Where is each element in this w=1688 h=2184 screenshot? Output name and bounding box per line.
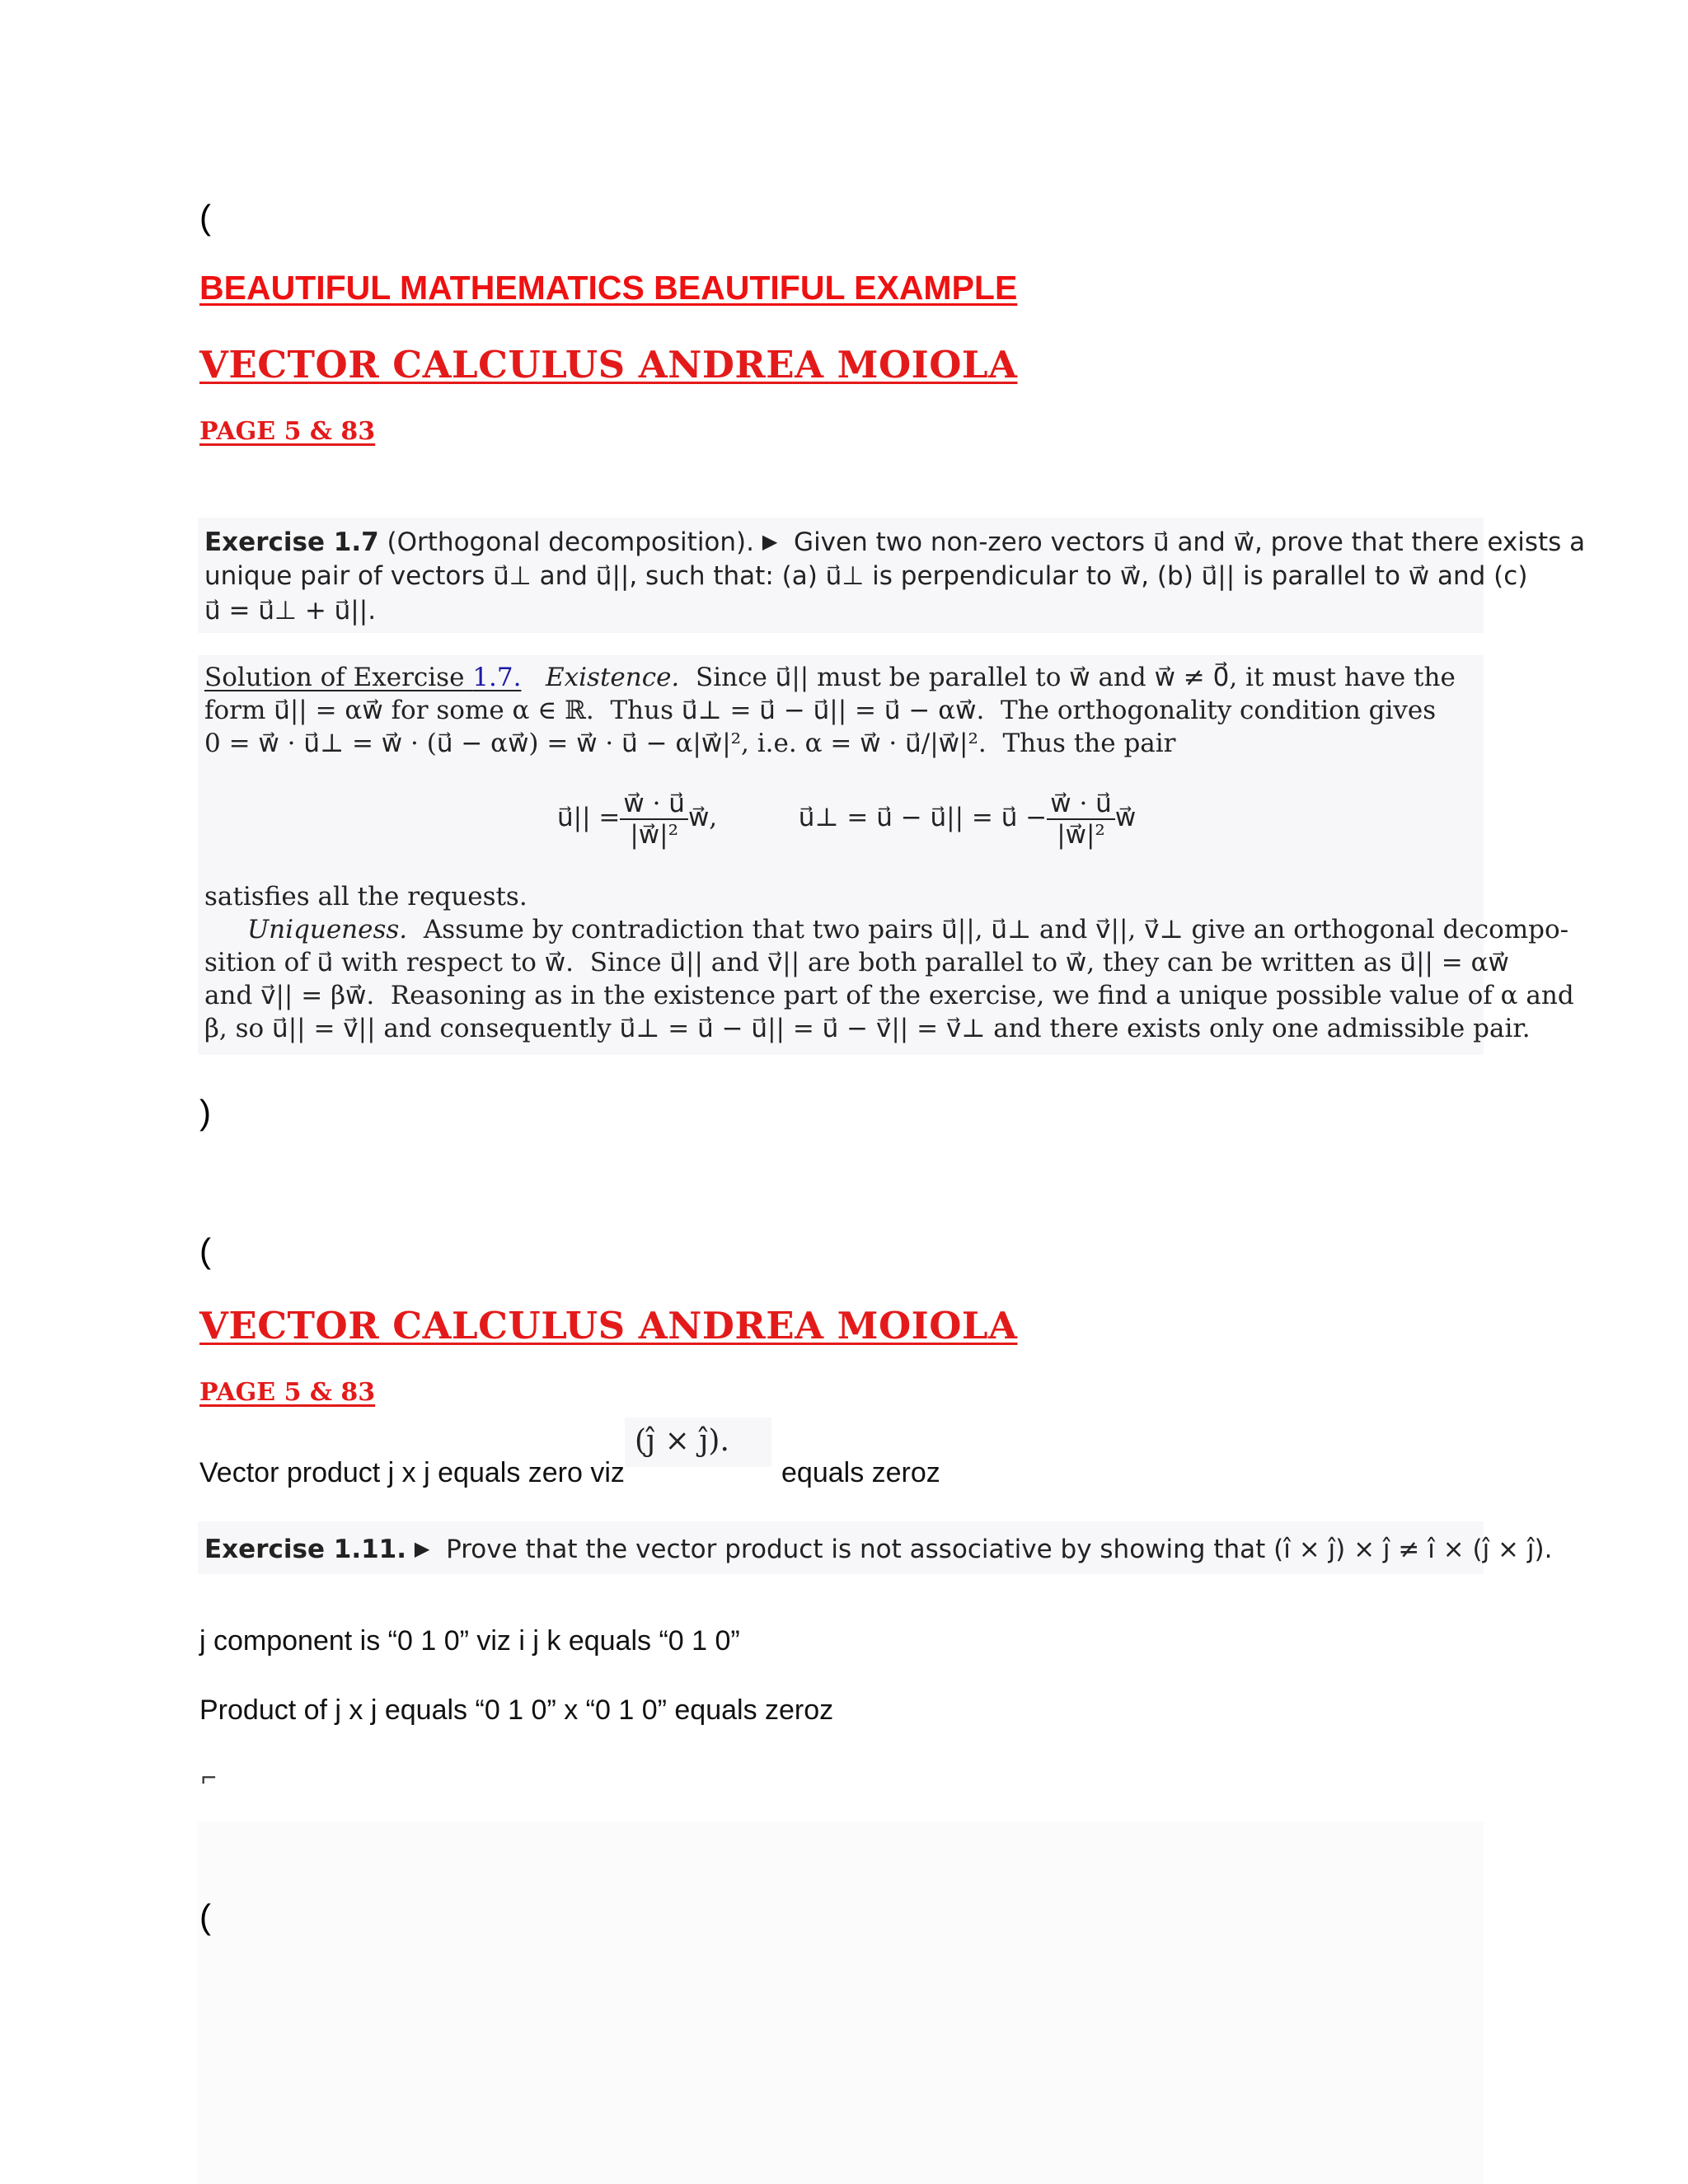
eq-middle: u⃗⊥ = u⃗ − u⃗|| = u⃗ − <box>798 803 1048 832</box>
open-parenthesis: ( <box>199 1231 211 1270</box>
eq-after-1: w⃗, <box>687 803 718 832</box>
uniqueness-text: Assume by contradiction that two pairs u⃗||, u⃗⊥ and v⃗||, v⃗⊥ give an orthogonal decompo- <box>423 915 1569 944</box>
jxj-snippet: (ĵ × ĵ). <box>635 1424 729 1458</box>
open-parenthesis: ( <box>199 1897 211 1936</box>
j-component-text: j component is “0 1 0” viz i j k equals “0 1 0” <box>199 1625 740 1657</box>
eq-numerator: w⃗ · u⃗ <box>1047 789 1115 820</box>
eq-left: u⃗|| = <box>557 803 621 832</box>
triangle-arrow-icon: ▶ <box>762 530 778 553</box>
display-equation <box>557 785 1136 851</box>
solution-label <box>204 663 521 692</box>
exercise-title: (Orthogonal decomposition). <box>387 527 754 557</box>
eq-denominator: |w⃗|² <box>1057 819 1105 850</box>
exercise-text: Given two non-zero vectors u⃗ and w⃗, prove that there exists a <box>794 527 1586 557</box>
eq-fraction-1 <box>620 789 688 850</box>
eq-numerator: w⃗ · u⃗ <box>620 789 688 820</box>
vector-product-result: equals zeroz <box>781 1457 940 1488</box>
product-text: Product of j x j equals “0 1 0” x “0 1 0” equals zeroz <box>199 1694 834 1726</box>
embedded-image-area <box>198 1821 1484 2184</box>
exercise-1-11 <box>204 1531 1552 1567</box>
section-heading: VECTOR CALCULUS ANDREA MOIOLA <box>199 1304 1018 1347</box>
page-reference: PAGE 5 & 83 <box>199 417 376 446</box>
open-parenthesis: ( <box>199 198 211 237</box>
triangle-arrow-icon: ▶ <box>414 1537 430 1560</box>
solution-line-1 <box>204 661 1456 694</box>
uniqueness-word: Uniqueness. <box>247 915 408 944</box>
uniqueness-line-4: β, so u⃗|| = v⃗|| and consequently u⃗⊥ = u⃗ − u⃗|| = u⃗ − v⃗|| = v⃗⊥ and there exists only one admissible pair. <box>204 1014 1531 1043</box>
uniqueness-line-1 <box>247 913 1568 946</box>
uniqueness-line-2: sition of u⃗ with respect to w⃗. Since u⃗|| and v⃗|| are both parallel to w⃗, they can be written as u⃗|| = αw⃗ <box>204 948 1509 977</box>
solution-label-text: Solution of Exercise <box>204 663 465 692</box>
solution-line-3: 0 = w⃗ · u⃗⊥ = w⃗ · (u⃗ − αw⃗) = w⃗ · u⃗ − α|w⃗|², i.e. α = w⃗ · u⃗/|w⃗|². Thus the pair <box>204 729 1176 758</box>
document-title: BEAUTIFUL MATHEMATICS BEAUTIFUL EXAMPLE <box>199 269 1018 307</box>
section-heading: VECTOR CALCULUS ANDREA MOIOLA <box>199 343 1018 387</box>
satisfies-line: satisfies all the requests. <box>204 882 528 912</box>
small-mark: ⌐ <box>201 1762 217 1792</box>
eq-after-2: w⃗ <box>1114 803 1137 832</box>
exercise-text: Prove that the vector product is not associative by showing that (ı̂ × ȷ̂) × ȷ̂ ≠ ı̂ × (ȷ̂ × ȷ̂). <box>446 1535 1553 1564</box>
eq-fraction-2 <box>1047 789 1115 850</box>
exercise-label: Exercise 1.11. <box>204 1535 407 1564</box>
exercise-1-7-line-2: unique pair of vectors u⃗⊥ and u⃗||, such that: (a) u⃗⊥ is perpendicular to w⃗, (b) u⃗|| is parallel to w⃗ and (c) <box>204 561 1528 591</box>
vector-product-text: Vector product j x j equals zero viz <box>199 1457 625 1488</box>
solution-line-2: form u⃗|| = αw⃗ for some α ∈ ℝ. Thus u⃗⊥ = u⃗ − u⃗|| = u⃗ − αw⃗. The orthogonality condition gives <box>204 696 1437 725</box>
solution-text: Since u⃗|| must be parallel to w⃗ and w⃗ ≠ 0⃗, it must have the <box>696 663 1456 692</box>
exercise-1-7-line-1 <box>204 524 1585 560</box>
exercise-label: Exercise 1.7 <box>204 527 379 557</box>
close-parenthesis: ) <box>199 1093 211 1132</box>
uniqueness-line-3: and v⃗|| = βw⃗. Reasoning as in the existence part of the exercise, we find a unique possible value of α and <box>204 981 1574 1010</box>
eq-denominator: |w⃗|² <box>630 819 678 850</box>
page-reference: PAGE 5 & 83 <box>199 1378 376 1407</box>
solution-label-number: 1.7. <box>472 663 522 692</box>
exercise-1-7-line-3: u⃗ = u⃗⊥ + u⃗||. <box>204 596 377 626</box>
existence-word: Existence. <box>546 663 680 692</box>
